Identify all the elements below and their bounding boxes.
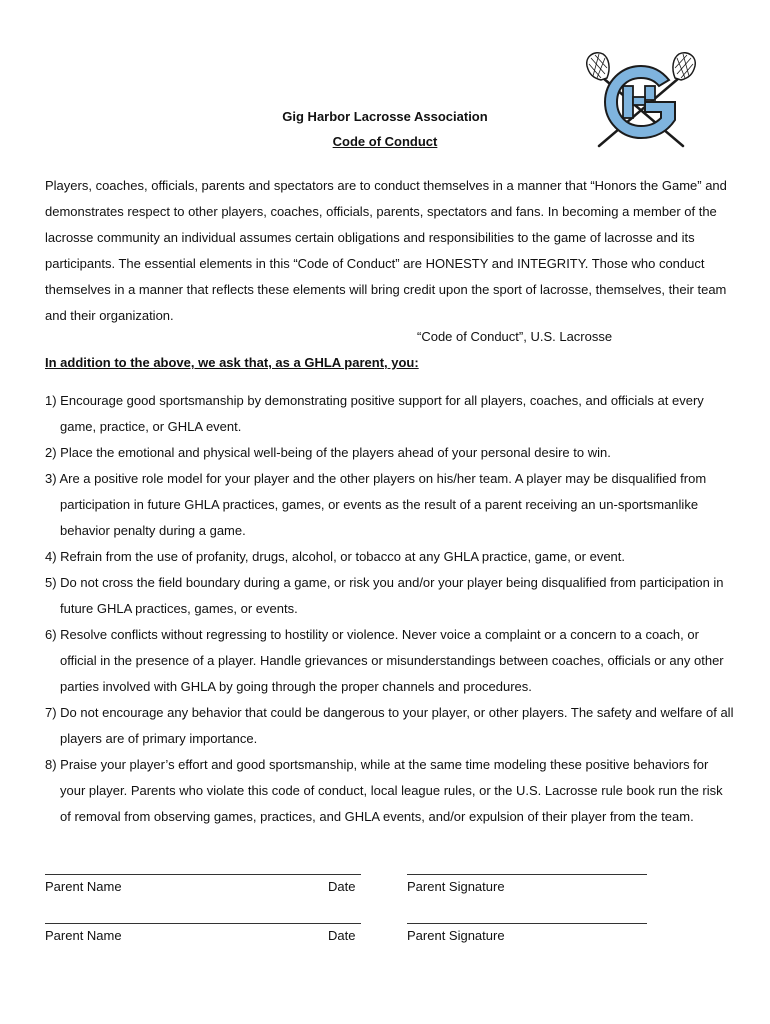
parent-name-line[interactable] (45, 923, 361, 924)
parent-name-line[interactable] (45, 874, 361, 875)
rule-item: 4) Refrain from the use of profanity, drugs, alcohol, or tobacco at any GHLA practice, game, or event. (45, 549, 625, 564)
document-title: Code of Conduct (332, 134, 438, 149)
intro-paragraph: Players, coaches, officials, parents and spectators are to conduct themselves in a manner that “Honors the Game” and demonstrates respect to other players, coaches, officials, parents, spectators and fans. In becoming a member of the lacrosse community an individual assumes certain obligations and responsibilities to the game of lacrosse and its participants. The essential elements in this “Code of Conduct” are HONESTY and INTEGRITY. Those who conduct themselves in a manner that reflects these elements will bring credit upon the sport of lacrosse, themselves, their team and their organization. (45, 178, 727, 323)
rules-list (45, 388, 735, 830)
parent-name-label: Parent Name (45, 928, 122, 943)
parent-signature-label: Parent Signature (407, 879, 505, 894)
parent-name-label: Parent Name (45, 879, 122, 894)
parent-section-heading: In addition to the above, we ask that, as a GHLA parent, you: (45, 355, 419, 370)
rule-item: 2) Place the emotional and physical well-being of the players ahead of your personal desire to win. (45, 445, 611, 460)
date-label: Date (328, 879, 356, 894)
date-label: Date (328, 928, 356, 943)
rule-item: 7) Do not encourage any behavior that could be dangerous to your player, or other players. The safety and welfare of all players are of primary importance. (45, 705, 734, 746)
intro-credit: “Code of Conduct”, U.S. Lacrosse (417, 329, 613, 344)
intro-section (45, 173, 735, 329)
parent-signature-line[interactable] (407, 923, 647, 924)
rule-item: 8) Praise your player’s effort and good sportsmanship, while at the same time modeling these positive behaviors for your player. Parents who violate this code of conduct, local league rules, or the U.S. Lacrosse rule book run the risk of removal from observing games, practices, and GHLA events, and/or expulsion of their player from the team. (45, 757, 723, 824)
rule-item: 6) Resolve conflicts without regressing to hostility or violence. Never voice a complaint or a concern to a coach, or official in the presence of a player. Handle grievances or misunderstandings between coaches, officials or any other parties involved with GHLA by going through the proper channels and procedures. (45, 627, 724, 694)
rule-item: 5) Do not cross the field boundary during a game, or risk you and/or your player being disqualified from participation in future GHLA practices, games, or events. (45, 575, 724, 616)
organization-name: Gig Harbor Lacrosse Association (282, 109, 488, 124)
parent-signature-line[interactable] (407, 874, 647, 875)
rule-item: 3) Are a positive role model for your player and the other players on his/her team. A player may be disqualified from participation in future GHLA practices, games, or events as the result of a parent receiving an un-sportsmanlike behavior penalty during a game. (45, 471, 707, 538)
parent-signature-label: Parent Signature (407, 928, 505, 943)
rule-item: 1) Encourage good sportsmanship by demonstrating positive support for all players, coaches, and officials at every game, practice, or GHLA event. (45, 393, 704, 434)
